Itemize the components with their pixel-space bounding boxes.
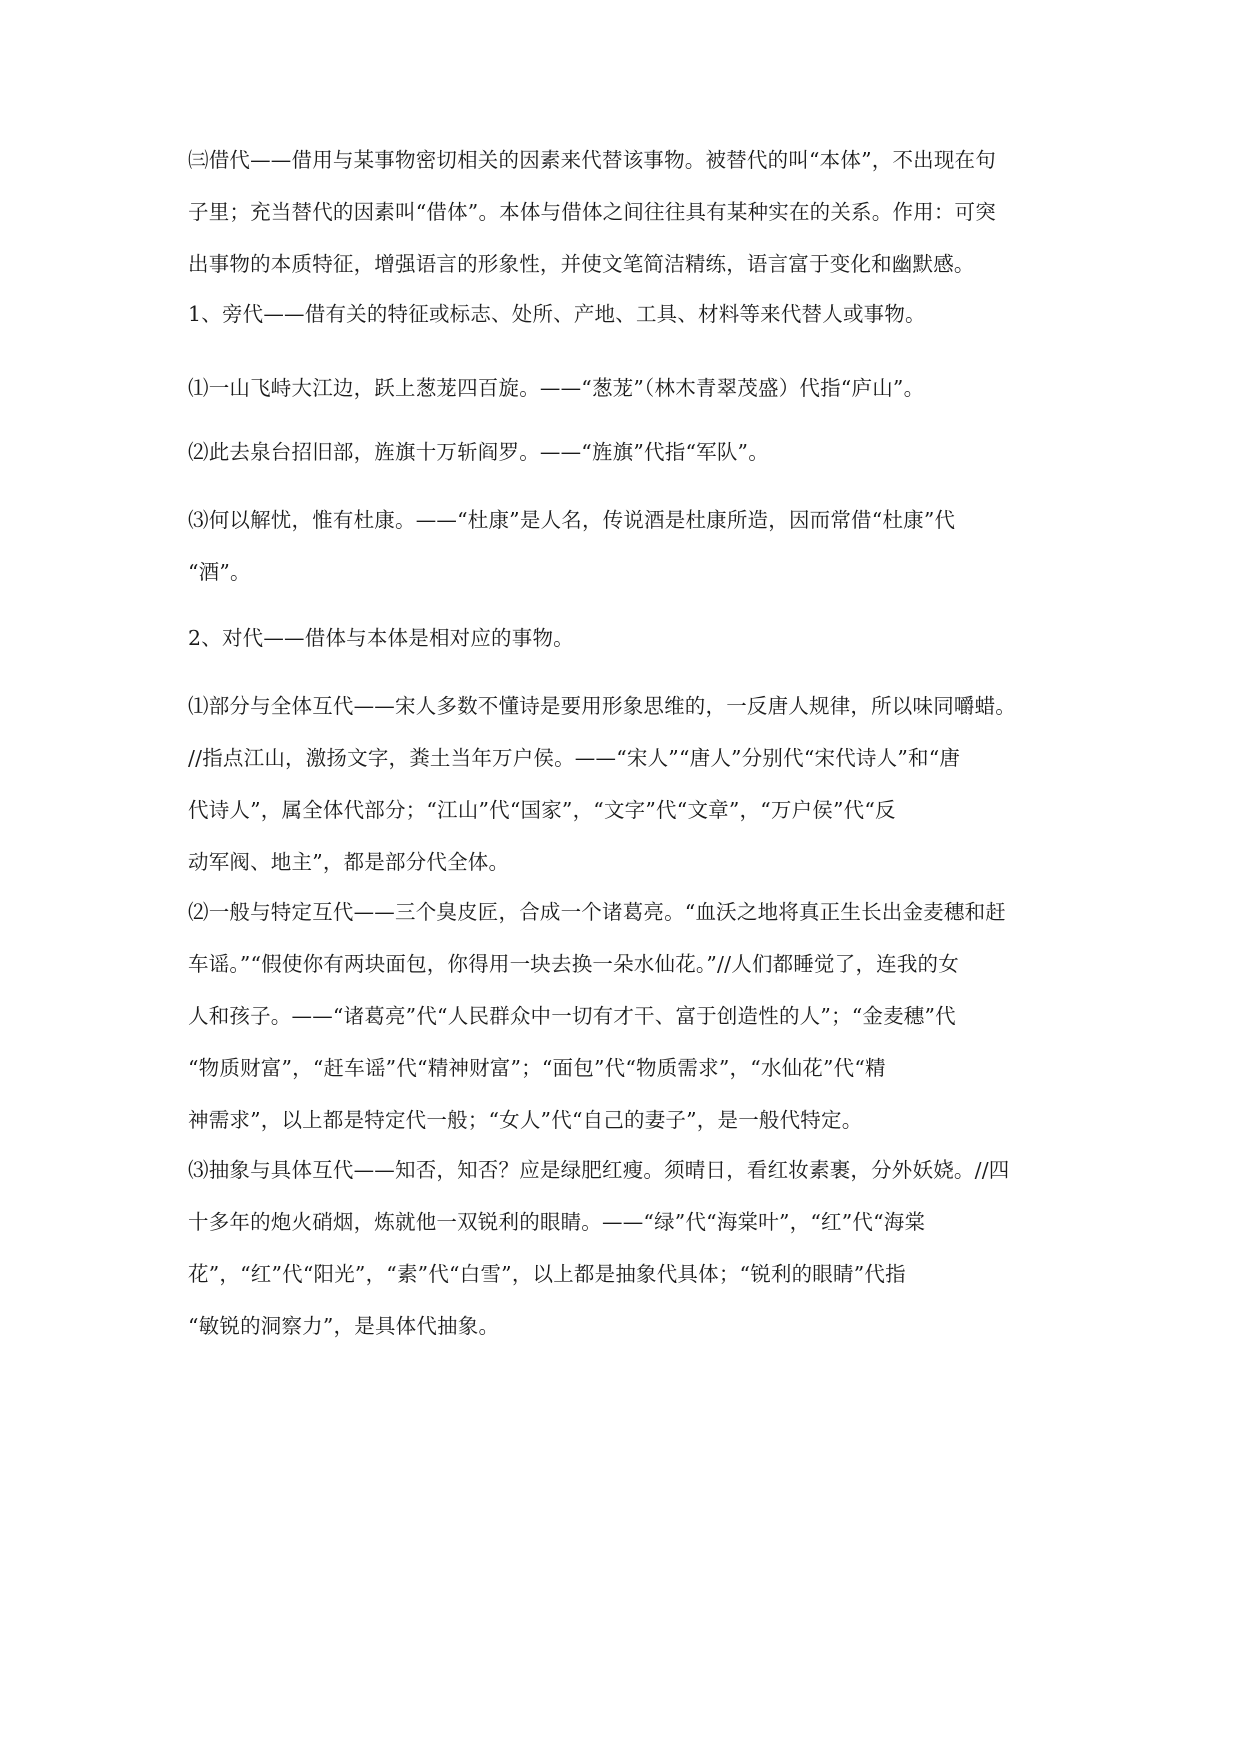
text-line: 子里；充当替代的因素叫“借体”。本体与借体之间往往具有某种实在的关系。作用：可突 [188,200,996,224]
text-line: “酒”。 [188,560,251,584]
text-line: //指点江山，激扬文字，粪土当年万户侯。——“宋人”“唐人”分别代“宋代诗人”和“唐 [188,746,961,770]
section-heading: 1、旁代——借有关的特征或标志、处所、产地、工具、材料等来代替人或事物。 [188,302,926,326]
paragraph-example-1-3 [188,494,1058,598]
text-line: ㈢借代——借用与某事物密切相关的因素来代替该事物。被替代的叫“本体”，不出现在句 [188,148,996,172]
text-line: 神需求”，以上都是特定代一般；“女人”代“自己的妻子”，是一般代特定。 [188,1108,863,1132]
paragraph-example-2-2 [188,886,1058,1146]
text-line: 出事物的本质特征，增强语言的形象性，并使文笔简洁精练，语言富于变化和幽默感。 [188,252,975,276]
paragraph-example-1-1 [188,362,1058,414]
text-line: 动军阀、地主”，都是部分代全体。 [188,850,510,874]
text-line: 代诗人”，属全体代部分；“江山”代“国家”，“文字”代“文章”，“万户侯”代“反 [188,798,896,822]
paragraph-intro [188,134,1058,290]
paragraph-example-2-3 [188,1144,1058,1352]
text-line: “敏锐的洞察力”，是具体代抽象。 [188,1314,500,1338]
text-line: ⑶抽象与具体互代——知否，知否？应是绿肥红瘦。须晴日，看红妆素裹，分外妖娆。//四 [188,1158,1010,1182]
section-heading: 2、对代——借体与本体是相对应的事物。 [188,626,574,650]
text-line: 十多年的炮火硝烟，炼就他一双锐利的眼睛。——“绿”代“海棠叶”，“红”代“海棠 [188,1210,926,1234]
paragraph-example-1-2 [188,426,1058,478]
text-line: ⑴一山飞峙大江边，跃上葱茏四百旋。——“葱茏”（林木青翠茂盛）代指“庐山”。 [188,376,925,400]
paragraph-example-2-1 [188,680,1058,888]
text-line: ⑴部分与全体互代——宋人多数不懂诗是要用形象思维的，一反唐人规律，所以味同嚼蜡。 [188,694,1016,718]
paragraph-section-2 [188,612,1058,664]
text-line: ⑵此去泉台招旧部，旌旗十万斩阎罗。——“旌旗”代指“军队”。 [188,440,769,464]
text-line: 车谣。”“假使你有两块面包，你得用一块去换一朵水仙花。”//人们都睡觉了，连我的女 [188,952,959,976]
paragraph-section-1 [188,288,1058,340]
text-line: ⑶何以解忧，惟有杜康。——“杜康”是人名，传说酒是杜康所造，因而常借“杜康”代 [188,508,956,532]
text-line: ⑵一般与特定互代——三个臭皮匠，合成一个诸葛亮。“血沃之地将真正生长出金麦穗和赶 [188,900,1006,924]
text-line: “物质财富”，“赶车谣”代“精神财富”；“面包”代“物质需求”，“水仙花”代“精 [188,1056,886,1080]
text-line: 花”，“红”代“阳光”，“素”代“白雪”，以上都是抽象代具体；“锐利的眼睛”代指 [188,1262,906,1286]
text-line: 人和孩子。——“诸葛亮”代“人民群众中一切有才干、富于创造性的人”；“金麦穗”代 [188,1004,956,1028]
